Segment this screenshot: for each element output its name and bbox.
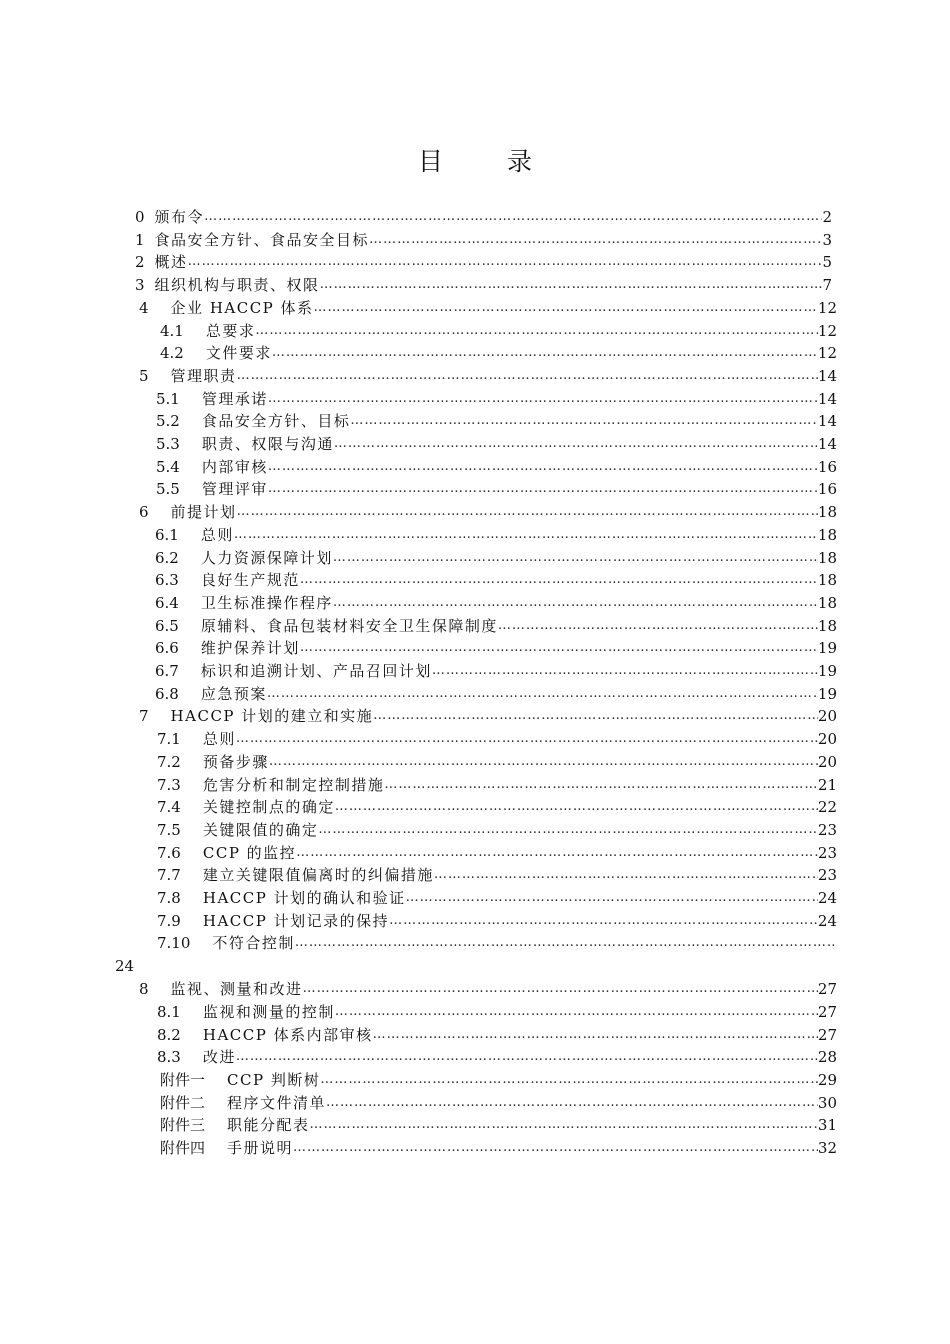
toc-entry-page: 32 <box>817 1139 837 1157</box>
toc-entry[interactable] <box>135 206 832 228</box>
toc-entry-label: 总则 <box>200 525 234 544</box>
toc-leader-dots <box>498 615 818 637</box>
toc-entry-number: 7.6 <box>157 843 181 862</box>
toc-entry-number: 4.2 <box>160 344 184 363</box>
toc-entry-number: 8.2 <box>157 1025 181 1044</box>
toc-entry-number: 5.4 <box>156 457 180 476</box>
toc-entry[interactable] <box>156 388 837 410</box>
toc-entry-number: 附件二 <box>160 1093 206 1112</box>
toc-entry-label: 关键限值的确定 <box>202 820 319 839</box>
toc-entry[interactable] <box>155 569 837 591</box>
toc-leader-dots <box>373 705 818 727</box>
toc-leader-dots <box>350 410 818 432</box>
toc-entry-label: 建立关键限值偏离时的纠偏措施 <box>202 866 434 885</box>
toc-entry-number: 5.5 <box>156 480 180 499</box>
toc-entry-number: 2 <box>135 253 145 272</box>
toc-entry[interactable] <box>139 501 837 523</box>
toc-entry-label: 标识和追溯计划、产品召回计划 <box>200 662 432 680</box>
toc-entry-number: 6.6 <box>155 639 179 658</box>
toc-leader-dots <box>320 274 823 296</box>
toc-entry[interactable] <box>160 320 837 342</box>
toc-entry-number: 6.7 <box>155 662 179 680</box>
toc-leader-dots <box>255 320 818 342</box>
toc-leader-dots <box>268 456 818 478</box>
toc-leader-dots <box>384 774 818 796</box>
toc-entry-number: 附件四 <box>160 1139 206 1157</box>
toc-leader-dots <box>234 524 818 546</box>
toc-entry-label: 应急预案 <box>200 684 267 703</box>
toc-entry-number: 6.2 <box>155 548 179 567</box>
toc-leader-dots <box>326 1092 818 1114</box>
toc-entry[interactable] <box>156 456 837 478</box>
toc-entry-page: 24 <box>817 911 837 930</box>
toc-entry-number: 7 <box>139 707 149 726</box>
toc-entry-label: 管理评审 <box>201 480 268 499</box>
toc-leader-dots <box>333 592 818 614</box>
toc-leader-dots <box>293 1137 818 1159</box>
toc-entry-number: 0 <box>135 208 145 226</box>
toc-leader-dots <box>333 547 818 569</box>
toc-entry-number: 附件三 <box>160 1116 206 1135</box>
toc-entry-page: 31 <box>817 1116 837 1135</box>
toc-entry-page: 22 <box>817 798 837 817</box>
toc-entry-page: 18 <box>817 616 837 635</box>
toc-entry-number: 7.9 <box>157 911 181 930</box>
toc-entry-number: 5.1 <box>156 389 180 408</box>
toc-entry-page: 20 <box>817 730 837 749</box>
toc-leader-dots <box>335 1001 818 1023</box>
toc-entry[interactable] <box>157 751 837 773</box>
toc-entry-label: HACCP 体系内部审核 <box>202 1025 373 1044</box>
toc-leader-dots <box>268 478 818 500</box>
toc-entry[interactable] <box>160 1114 837 1136</box>
toc-entry-page: 29 <box>817 1070 837 1089</box>
toc-entry-label: HACCP 计划的确认和验证 <box>202 889 406 907</box>
toc-entry-number: 5 <box>139 366 149 385</box>
toc-entry-page: 12 <box>817 298 837 317</box>
toc-entry-page: 30 <box>817 1093 837 1112</box>
toc-entry-number: 1 <box>135 230 145 249</box>
toc-leader-dots <box>320 1069 818 1091</box>
toc-entry-label: 职能分配表 <box>227 1116 310 1135</box>
toc-entry-page: 27 <box>817 980 837 999</box>
toc-entry[interactable] <box>157 887 837 909</box>
toc-entry-label: 内部审核 <box>201 457 268 476</box>
toc-entry-number: 5.2 <box>156 412 180 431</box>
toc-leader-dots <box>267 683 818 705</box>
toc-entry[interactable] <box>155 637 837 659</box>
toc-leader-dots <box>389 910 818 932</box>
toc-entry-page: 2 <box>822 208 832 226</box>
toc-leader-dots <box>237 501 818 523</box>
toc-entry-number: 3 <box>135 276 145 295</box>
toc-leader-dots <box>432 660 818 682</box>
toc-entry-page: 23 <box>817 820 837 839</box>
toc-entry-label: 总要求 <box>205 321 256 340</box>
toc-leader-dots <box>268 388 818 410</box>
toc-entry-label: 不符合控制 <box>212 934 295 953</box>
toc-entry[interactable] <box>157 728 837 750</box>
page-title: 目 录 <box>418 147 560 176</box>
toc-entry-number: 7.2 <box>157 752 181 771</box>
toc-entry-label: 监视、测量和改进 <box>170 980 303 999</box>
toc-entry-label: 监视和测量的控制 <box>202 1002 335 1021</box>
toc-entry-label: 管理职责 <box>170 366 237 385</box>
toc-entry-label: CCP 判断树 <box>227 1070 321 1089</box>
toc-entry[interactable] <box>135 274 832 296</box>
toc-entry-label: 管理承诺 <box>201 389 268 408</box>
toc-entry-label: 食品安全方针、目标 <box>201 412 351 431</box>
toc-entry-page: 19 <box>817 662 837 680</box>
toc-entry-number: 6.4 <box>155 593 179 612</box>
toc-entry-label: 食品安全方针、食品安全目标 <box>154 230 370 249</box>
toc-leader-dots <box>334 433 818 455</box>
toc-leader-dots <box>318 819 818 841</box>
toc-entry[interactable] <box>157 796 837 818</box>
toc-entry-number: 附件一 <box>160 1070 206 1089</box>
toc-entry[interactable] <box>155 615 837 637</box>
toc-entry-label: 良好生产规范 <box>200 571 300 590</box>
toc-entry-label: 关键控制点的确定 <box>202 798 335 817</box>
toc-entry-number: 6 <box>139 503 149 522</box>
toc-entry-label: 卫生标准操作程序 <box>200 593 333 612</box>
toc-entry-number: 4.1 <box>160 321 184 340</box>
toc-leader-dots <box>237 365 818 387</box>
toc-entry-page: 14 <box>817 389 837 408</box>
toc-leader-dots <box>335 796 818 818</box>
toc-entry-page: 23 <box>817 843 837 862</box>
toc-entry[interactable] <box>156 433 837 455</box>
toc-entry-number: 6.3 <box>155 571 179 590</box>
toc-entry-page: 24 <box>115 957 135 976</box>
toc-entry[interactable] <box>135 251 832 273</box>
toc-leader-dots <box>373 1024 818 1046</box>
toc-entry-page: 5 <box>822 253 832 272</box>
toc-entry-page: 18 <box>817 593 837 612</box>
toc-entry-label: 改进 <box>202 1048 236 1067</box>
toc-entry-number: 8.3 <box>157 1048 181 1067</box>
toc-entry-page: 14 <box>817 412 837 431</box>
toc-entry[interactable] <box>157 1001 837 1023</box>
toc-entry-page: 20 <box>817 752 837 771</box>
toc-entry[interactable] <box>157 932 837 954</box>
toc-entry-number: 7.3 <box>157 775 181 794</box>
toc-entry[interactable] <box>157 910 837 932</box>
toc-entry[interactable] <box>160 1092 837 1114</box>
toc-entry-page: 27 <box>817 1025 837 1044</box>
toc-entry-number: 8.1 <box>157 1002 181 1021</box>
toc-entry-number: 7.5 <box>157 820 181 839</box>
toc-entry-label: 危害分析和制定控制措施 <box>202 775 385 794</box>
toc-entry[interactable] <box>155 660 837 682</box>
toc-entry[interactable] <box>139 297 837 319</box>
toc-entry[interactable] <box>157 842 837 864</box>
toc-leader-dots <box>236 728 818 750</box>
toc-entry-number: 6.8 <box>155 684 179 703</box>
toc-entry-label: 手册说明 <box>227 1139 294 1157</box>
toc-entry-page: 24 <box>817 889 837 907</box>
toc-entry[interactable] <box>157 864 837 886</box>
toc-leader-dots <box>188 251 823 273</box>
toc-entry-page: 19 <box>817 684 837 703</box>
toc-entry-number: 5.3 <box>156 435 180 453</box>
toc-entry-label: 原辅料、食品包装材料安全卫生保障制度 <box>200 616 498 635</box>
toc-entry-page: 16 <box>817 480 837 499</box>
toc-entry[interactable] <box>139 978 837 1000</box>
toc-leader-dots <box>369 229 822 251</box>
toc-entry-number: 6.5 <box>155 616 179 635</box>
toc-entry-number: 7.4 <box>157 798 181 817</box>
toc-entry-label: HACCP 计划记录的保持 <box>202 911 390 930</box>
toc-entry[interactable] <box>157 1024 837 1046</box>
toc-entry-page: 18 <box>817 525 837 544</box>
toc-entry-page: 16 <box>817 457 837 476</box>
toc-entry[interactable] <box>157 819 837 841</box>
toc-entry-number: 7.7 <box>157 866 181 885</box>
toc-leader-dots <box>295 932 837 954</box>
toc-entry-label: 预备步骤 <box>202 752 269 771</box>
toc-entry-label: 总则 <box>202 730 236 749</box>
toc-leader-dots <box>303 978 818 1000</box>
toc-entry[interactable] <box>157 774 837 796</box>
toc-entry[interactable] <box>157 1046 837 1068</box>
toc-leader-dots <box>236 1046 818 1068</box>
toc-entry-page: 20 <box>817 707 837 726</box>
toc-entry-page: 21 <box>817 775 837 794</box>
toc-entry-number: 8 <box>139 980 149 999</box>
toc-leader-dots <box>314 297 818 319</box>
toc-entry[interactable] <box>155 524 837 546</box>
toc-entry-page: 18 <box>817 503 837 522</box>
toc-leader-dots <box>310 1114 818 1136</box>
toc-entry-label: 颁布令 <box>154 208 205 226</box>
toc-entry-page: 12 <box>817 344 837 363</box>
toc-entry[interactable] <box>139 365 837 387</box>
toc-entry-number: 6.1 <box>155 525 179 544</box>
toc-entry[interactable] <box>160 1137 837 1159</box>
toc-entry[interactable] <box>135 229 832 251</box>
toc-leader-dots <box>296 842 818 864</box>
toc-entry[interactable] <box>160 1069 837 1091</box>
toc-leader-dots <box>272 342 818 364</box>
toc-entry-label: HACCP 计划的建立和实施 <box>170 707 374 726</box>
toc-leader-dots <box>269 751 818 773</box>
toc-entry[interactable] <box>160 342 837 364</box>
toc-entry[interactable] <box>139 705 837 727</box>
toc-entry[interactable] <box>155 683 837 705</box>
toc-entry-label: 组织机构与职责、权限 <box>154 276 320 295</box>
toc-entry-page: 28 <box>817 1048 837 1067</box>
toc-entry[interactable] <box>155 592 837 614</box>
toc-entry-page: 19 <box>817 639 837 658</box>
toc-entry-label: CCP 的监控 <box>202 843 297 862</box>
toc-entry-label: 文件要求 <box>205 344 272 363</box>
toc-entry-label: 人力资源保障计划 <box>200 548 333 567</box>
toc-entry-label: 职责、权限与沟通 <box>201 435 334 453</box>
toc-entry-label: 程序文件清单 <box>227 1093 327 1112</box>
toc-entry-label: 企业 HACCP 体系 <box>170 298 314 317</box>
toc-entry-page: 14 <box>817 366 837 385</box>
toc-leader-dots <box>300 637 818 659</box>
toc-entry-page: 14 <box>817 435 837 453</box>
toc-entry-page: 18 <box>817 548 837 567</box>
toc-leader-dots <box>434 864 818 886</box>
toc-entry-label: 维护保养计划 <box>200 639 300 658</box>
toc-entry[interactable] <box>156 478 837 500</box>
toc-entry-number: 7.10 <box>157 934 191 953</box>
toc-entry-number: 7.1 <box>157 730 181 749</box>
toc-entry-page: 23 <box>817 866 837 885</box>
toc-entry-page: 3 <box>822 230 832 249</box>
toc-entry[interactable] <box>155 547 837 569</box>
toc-entry-number: 4 <box>139 298 149 317</box>
toc-entry-label: 概述 <box>154 253 188 272</box>
toc-leader-dots <box>204 206 822 228</box>
toc-entry-number: 7.8 <box>157 889 181 907</box>
toc-entry-page: 12 <box>817 321 837 340</box>
toc-leader-dots <box>406 887 818 909</box>
toc-leader-dots <box>300 569 818 591</box>
toc-entry-page: 18 <box>817 571 837 590</box>
toc-entry-page: 27 <box>817 1002 837 1021</box>
toc-entry-label: 前提计划 <box>170 503 237 522</box>
toc-entry-page: 7 <box>822 276 832 295</box>
toc-entry[interactable] <box>156 410 837 432</box>
